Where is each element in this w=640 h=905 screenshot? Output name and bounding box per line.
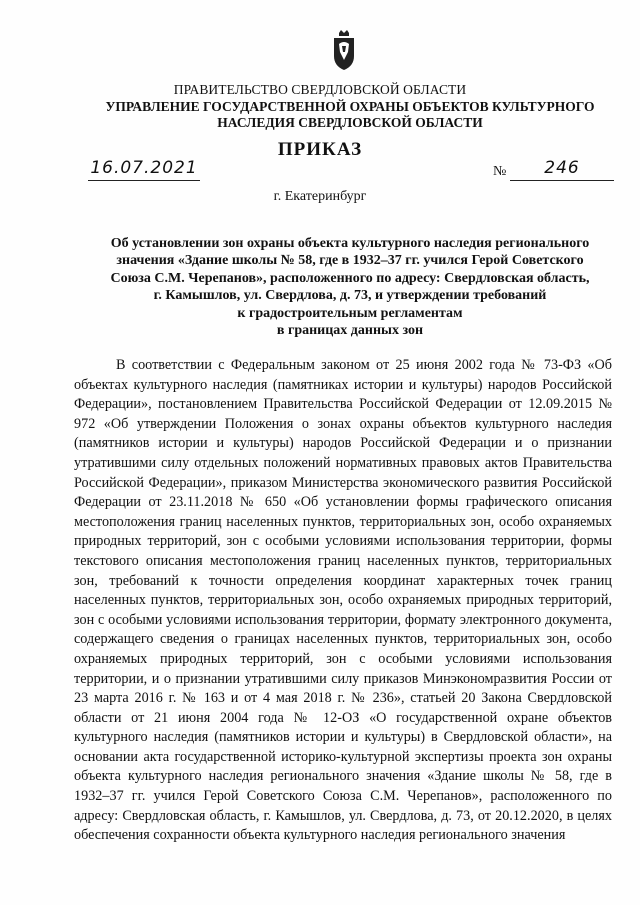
department-name: УПРАВЛЕНИЕ ГОСУДАРСТВЕННОЙ ОХРАНЫ ОБЪЕКТОВ КУЛЬТУРНОГО НАСЛЕДИЯ СВЕРДЛОВСКОЙ ОБЛАСТИ [105, 99, 595, 130]
title-line: Союза С.М. Черепанов», расположенного по адресу: Свердловская область, [110, 270, 590, 286]
order-number: 246 [510, 158, 614, 181]
title-line: к градостроительным регламентам [237, 305, 463, 321]
document-type: ПРИКАЗ [277, 139, 363, 160]
city: г. Екатеринбург [273, 189, 367, 204]
body-paragraph: В соответствии с Федеральным законом от 25 июня 2002 года № 73-ФЗ «Об объектах культурного наследия (памятниках истории и культуры) народов Российской Федерации», постановлением Правительства Российской Федерации от 12.09.2015 № 972 «Об утверждении Положения о зонах охраны объектов культурного наследия (памятников истории и культуры) народов Российской Федерации и о признании утратившими силу отдельных положений нормативных правовых актов Правительства Российской Федерации», приказом Министерства экономического развития Российской Федерации от 23.11.2018 № 650 «Об установлении формы графического описания местоположения границ населенных пунктов, территориальных зон, особо охраняемых природных территорий, зон с особыми условиями использования территории, формы текстового описания местоположения границ населенных пунктов, территориальных зон, требований к точности определения координат характерных точек границ населенных пунктов, территориальных зон, особо охраняемых природных территорий, зон с особыми условиями использования территории, формату электронного документа, содержащего сведения о границах населенных пунктов, территориальных зон, особо охраняемых природных территорий, зон с особыми условиями использования территории, и о признании утратившими силу приказов Минэкономразвития России от 23 марта 2016 г. № 163 и от 4 мая 2018 г. № 236», статьей 20 Закона Свердловской области от 21 июня 2004 года № 12-ОЗ «О государственной охране объектов культурного наследия (памятников истории и культуры) в Свердловской области», на основании акта государственной историко-культурной экспертизы проекта зон охраны объекта культурного наследия регионального значения «Здание школы № 58, где в 1932–37 гг. учился Герой Советского Союза С.М. Черепанов», расположенного по адресу: Свердловская область, г. Камышлов, ул. Свердлова, д. 73, от 20.12.2020, в целях обеспечения сохранности объекта культурного наследия регионального значения [74, 357, 612, 844]
order-title [70, 235, 630, 339]
number-sign: № [493, 164, 507, 179]
title-line: в границах данных зон [276, 323, 424, 339]
title-line: значения «Здание школы № 58, где в 1932–37 гг. учился Герой Советского [116, 253, 584, 269]
order-date: 16.07.2021 [88, 158, 200, 181]
sverdlovsk-coat-of-arms-icon [331, 30, 357, 70]
title-line: г. Камышлов, ул. Свердлова, д. 73, и утверждении требований [153, 288, 547, 304]
title-line: Об установлении зон охраны объекта культурного наследия регионального [110, 236, 590, 251]
government-name: ПРАВИТЕЛЬСТВО СВЕРДЛОВСКОЙ ОБЛАСТИ [173, 82, 467, 97]
